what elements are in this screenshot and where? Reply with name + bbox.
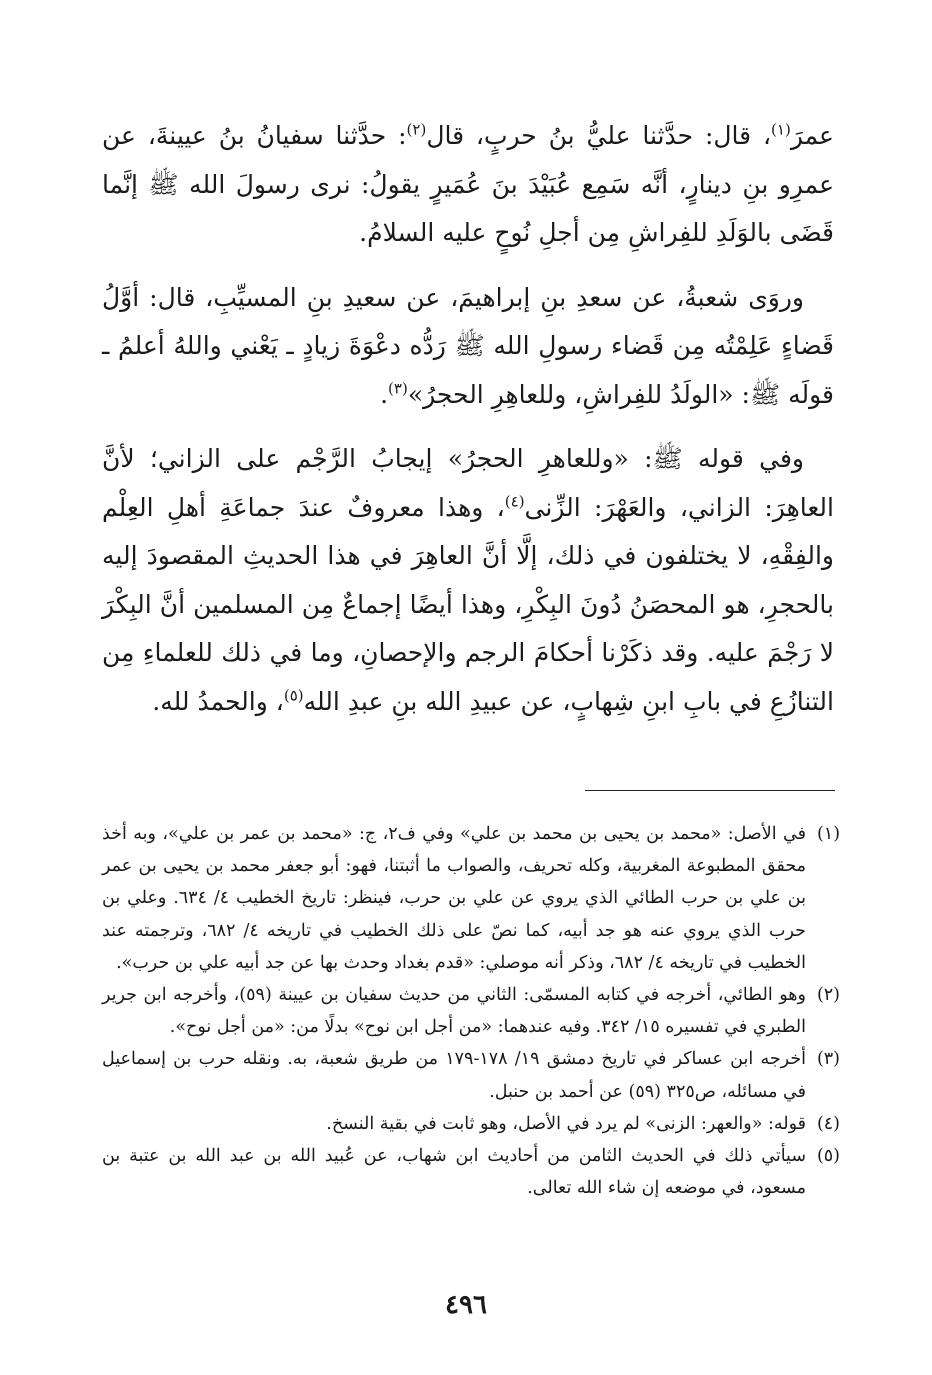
footnote-text: سيأتي ذلك في الحديث الثامن من أحاديث ابن شهاب، عن عُبيد الله بن عبد الله بن عتبة بن مسعود، في موضعه إن شاء الله تعالى. [102,1146,806,1199]
text-run: عمرَ [790,121,834,150]
footnote-text: أخرجه ابن عساكر في تاريخ دمشق ١٩/ ١٧٨-١٧٩ من طريق شعبة، به. ونقله حرب بن إسماعيل في مسائله، ص٣٢٥ (٥٩) عن أحمد بن حنبل. [102,1049,806,1102]
text-run: : حدَّثنا سفيانُ بنُ عيينةَ، عن عمرِو بنِ دينارٍ، أنَّه سَمِع عُبَيْدَ بنَ عُمَيرٍ يقولُ: نرى رسولَ الله ﷺ إنَّما قَضَى بالوَلَدِ للفِراشِ مِن أجلِ نُوحٍ عليه السلامُ. [102,121,834,247]
footnote-ref-1[interactable]: (١) [771,120,791,139]
text-run: ، قال: حدَّثنا عليُّ بنُ حربٍ، قال [426,121,772,150]
text-run: ، وهذا معروفٌ عندَ جماعَةِ أهلِ العِلْم والفِقْهِ، لا يختلفون في ذلك، إلَّا أنَّ العاهِرَ في هذا الحديثِ المقصودَ إليه بالحجرِ، هو المحصَنُ دُونَ البِكْرِ، وهذا أيضًا إجماعٌ مِن المسلمين أنَّ البِكْرَ لا رَجْمَ عليه. وقد ذكَرْنا أحكامَ الرجم والإحصانِ، وما في ذلك للعلماءِ مِن التنازُعِ في بابِ ابنِ شِهابٍ، عن عبيدِ الله بنِ عبدِ الله [102,492,834,716]
footnote-4 [102,1108,840,1140]
page-number: ٤٩٦ [445,1290,487,1320]
text-run: . [380,379,389,409]
footnote-number: (٤) [816,1113,840,1134]
text-run: وفي قوله ﷺ: «وللعاهرِ الحجرُ» إيجابُ الرَّجْم على الزاني؛ لأنَّ العاهِرَ: الزاني، والعَهْرَ: الزِّنى [102,444,834,522]
main-text [102,112,834,742]
footnote-number: (١) [816,824,841,844]
paragraph-2 [102,274,834,420]
footnote-text: قوله: «والعهر: الزنى» لم يرد في الأصل، وهو ثابت في بقية النسخ. [326,1113,806,1134]
footnote-ref-2[interactable]: (٢) [406,120,427,139]
footnote-1 [102,818,840,979]
footnote-text: في الأصل: «محمد بن يحيى بن محمد بن علي» وفي ف٢، ج: «محمد بن عمر بن علي»، وبه أخذ محقق المطبوعة المغربية، وكله تحريف، والصواب ما أثبتنا، فهو: أبو جعفر محمد بن يحيى بن عمر بن علي بن حرب الطائي الذي يروي عن علي بن حرب، فينظر: تاريخ الخطيب ٤/ ٦٣٤. وعلي بن حرب الذي يروي عنه هو جد أبيه، كما نصّ على ذلك الخطيب في تاريخه ٤/ ٦٨٢، وترجمته عند الخطيب في تاريخه ٤/ ٦٨٢، وذكر أنه موصلي: «قدم بغداد وحدث بها عن جد أبيه علي بن حرب». [102,824,807,973]
footnote-number: (٣) [816,1049,840,1070]
footnote-number: (٢) [816,985,840,1006]
footnote-text: وهو الطائي، أخرجه في كتابه المسمّى: الثاني من حديث سفيان بن عيينة (٥٩)، وأخرجه ابن جرير الطبري في تفسيره ١٥/ ٣٤٢. وفيه عندهما: «من أجل ابن نوح» بدلًا من: «من أجل نوح». [102,985,806,1038]
footnote-separator [585,790,835,791]
paragraph-3 [102,435,834,726]
footnotes [102,818,840,1204]
footnote-2 [102,979,840,1043]
footnote-5 [102,1140,840,1204]
footnote-number: (٥) [816,1146,840,1167]
paragraph-1 [102,112,834,258]
footnote-ref-3[interactable]: (٣) [388,379,408,398]
footnote-ref-4[interactable]: (٤) [504,492,525,511]
footnote-ref-5[interactable]: (٥) [283,686,304,705]
text-run: ، والحمدُ لله. [152,686,284,716]
footnote-3 [102,1043,840,1107]
text-run: وروَى شعبةُ، عن سعدِ بنِ إبراهيمَ، عن سعيدِ بنِ المسيِّبِ، قال: أوَّلُ قَضاءٍ عَلِمْتُه مِن قَضاء رسولِ الله ﷺ رَدُّه دعْوَةَ زيادٍ ـ يَعْني واللهُ أعلمُ ـ قولَه ﷺ: «الولَدُ للفِراشِ، وللعاهِرِ الحجرُ» [102,282,834,409]
